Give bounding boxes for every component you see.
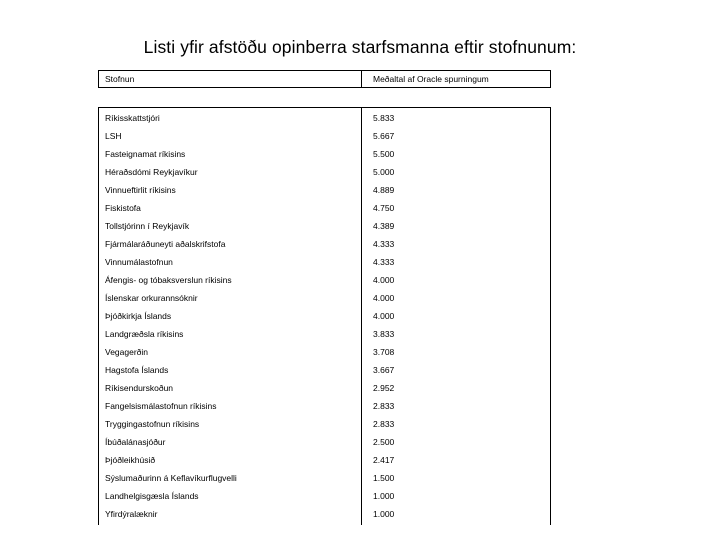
average-value-cell: 4.333 [373, 239, 395, 249]
average-value-cell: 1.000 [373, 509, 395, 519]
stofnun-cell: Landhelgisgæsla Íslands [105, 491, 199, 501]
average-value-cell: 3.667 [373, 365, 395, 375]
table-row [99, 181, 550, 199]
table-row [99, 271, 550, 289]
average-value-cell: 4.750 [373, 203, 395, 213]
average-value-cell: 2.417 [373, 455, 395, 465]
stofnun-cell: Vegagerðin [105, 347, 149, 357]
stofnun-cell: Landgræðsla ríkisins [105, 329, 184, 339]
stofnun-cell: Ríkisendurskoðun [105, 383, 174, 393]
average-value-cell: 5.000 [373, 167, 395, 177]
stofnun-cell: Hagstofa Íslands [105, 365, 169, 375]
average-value-cell: 5.833 [373, 113, 395, 123]
table-row [99, 361, 550, 379]
table-row [99, 397, 550, 415]
stofnun-cell: Íslenskar orkurannsóknir [105, 293, 198, 303]
average-value-cell: 2.833 [373, 419, 395, 429]
stofnun-cell: Vinnueftirlit ríkisins [105, 185, 176, 195]
stofnun-cell: Yfirdýralæknir [105, 509, 158, 519]
table-row [99, 325, 550, 343]
table-row [99, 415, 550, 433]
average-value-cell: 2.952 [373, 383, 395, 393]
data-table [98, 107, 551, 525]
average-value-cell: 4.333 [373, 257, 395, 267]
table-row [99, 109, 550, 127]
column-header-stofnun: Stofnun [105, 74, 135, 84]
average-value-cell: 2.833 [373, 401, 395, 411]
table-row [99, 343, 550, 361]
table-row [99, 127, 550, 145]
stofnun-cell: Héraðsdómi Reykjavíkur [105, 167, 198, 177]
table-row [99, 199, 550, 217]
average-value-cell: 4.000 [373, 311, 395, 321]
table-row [99, 253, 550, 271]
column-header-average: Meðaltal af Oracle spurningum [373, 74, 489, 84]
table-row [99, 451, 550, 469]
stofnun-cell: Tollstjórinn í Reykjavík [105, 221, 190, 231]
stofnun-cell: Áfengis- og tóbaksverslun ríkisins [105, 275, 232, 285]
stofnun-cell: Tryggingastofnun ríkisins [105, 419, 200, 429]
stofnun-cell: Sýslumaðurinn á Keflavíkurflugvelli [105, 473, 237, 483]
average-value-cell: 1.000 [373, 491, 395, 501]
table-row [99, 163, 550, 181]
average-value-cell: 3.833 [373, 329, 395, 339]
stofnun-cell: Ríkisskattstjóri [105, 113, 160, 123]
average-value-cell: 5.500 [373, 149, 395, 159]
stofnun-cell: LSH [105, 131, 122, 141]
column-divider [361, 71, 362, 87]
table-row [99, 307, 550, 325]
average-value-cell: 4.000 [373, 293, 395, 303]
table-row [99, 235, 550, 253]
stofnun-cell: Þjóðkirkja Íslands [105, 311, 172, 321]
page-title: Listi yfir afstöðu opinberra starfsmanna eftir stofnunum: [143, 37, 577, 57]
stofnun-cell: Fasteignamat ríkisins [105, 149, 186, 159]
stofnun-cell: Fjármálaráðuneyti aðalskrifstofa [105, 239, 226, 249]
table-row [99, 217, 550, 235]
table-header [98, 70, 551, 88]
average-value-cell: 2.500 [373, 437, 395, 447]
table-row [99, 379, 550, 397]
stofnun-cell: Fiskistofa [105, 203, 141, 213]
average-value-cell: 1.500 [373, 473, 395, 483]
average-value-cell: 3.708 [373, 347, 395, 357]
table-row [99, 487, 550, 505]
stofnun-cell: Vinnumálastofnun [105, 257, 173, 267]
table-row [99, 289, 550, 307]
average-value-cell: 4.889 [373, 185, 395, 195]
table-row [99, 505, 550, 523]
stofnun-cell: Fangelsismálastofnun ríkisins [105, 401, 217, 411]
average-value-cell: 4.389 [373, 221, 395, 231]
stofnun-cell: Íbúðalánasjóður [105, 437, 166, 447]
stofnun-cell: Þjóðleikhúsið [105, 455, 156, 465]
average-value-cell: 5.667 [373, 131, 395, 141]
table-row [99, 145, 550, 163]
table-row [99, 433, 550, 451]
table-row [99, 469, 550, 487]
average-value-cell: 4.000 [373, 275, 395, 285]
